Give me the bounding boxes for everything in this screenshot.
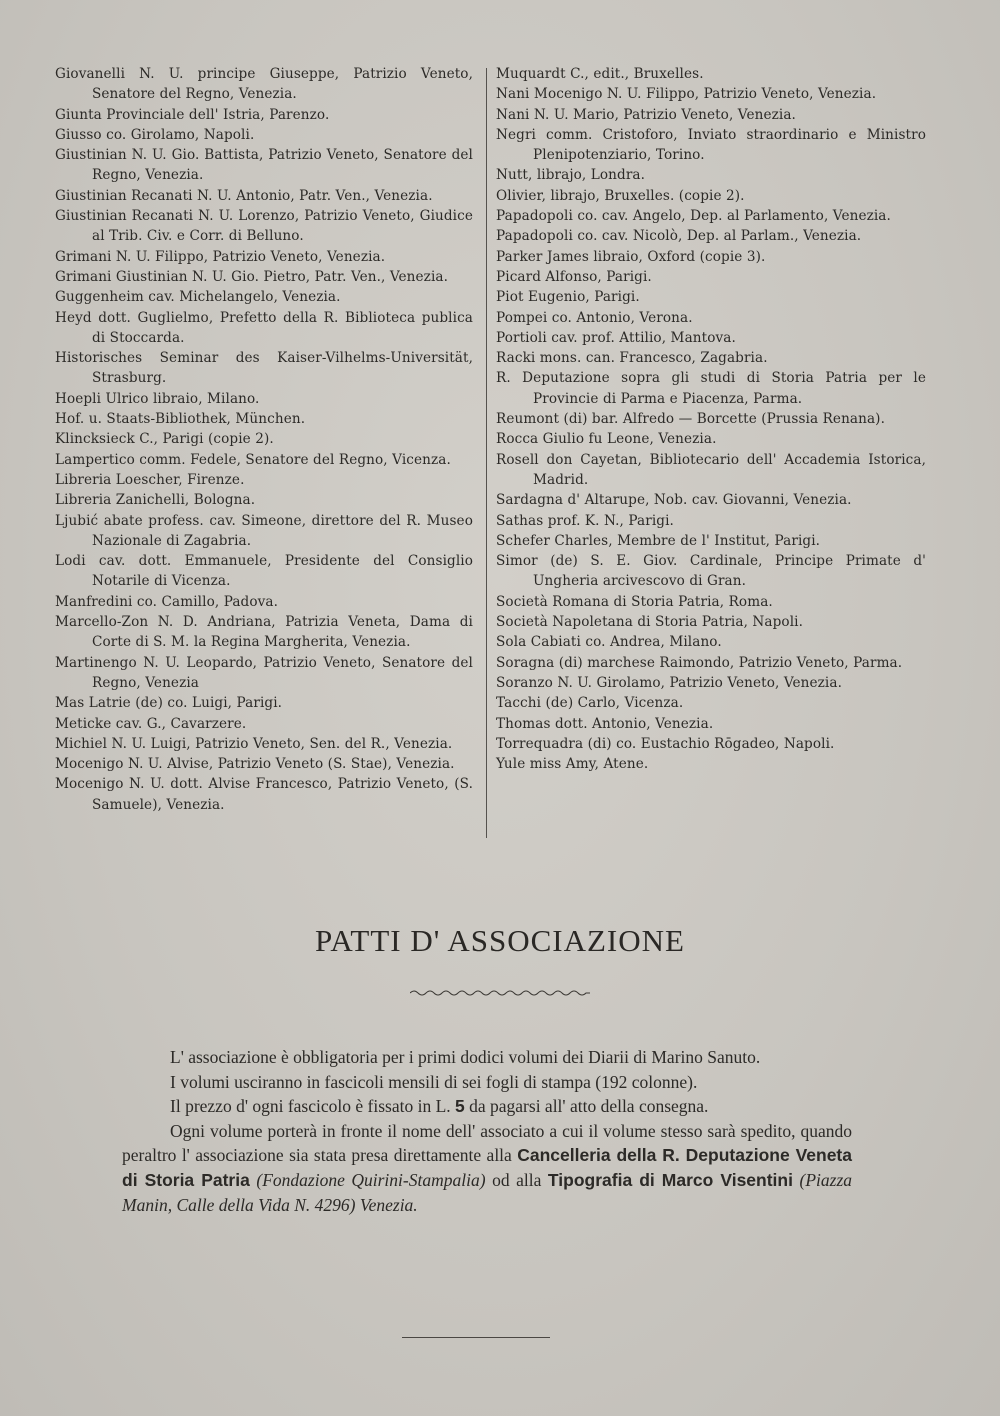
section-heading: PATTI D' ASSOCIAZIONE <box>315 923 685 958</box>
paragraph-issues: I volumi usciranno in fascicoli mensili di sei fogli di stampa (192 colonne). <box>170 1071 698 1092</box>
price-text-before: Il prezzo d' ogni fascicolo è fissato in L. <box>170 1096 456 1117</box>
subscriber-entry: Grimani N. U. Filippo, Patrizio Veneto, Venezia. <box>55 248 386 265</box>
delivery-intro: Ogni volume porterà in fronte il nome dell' associato a cui il volume stesso sarà spedito, quando peraltro l' associazione sia stata presa direttamente alla <box>122 1120 852 1166</box>
subscriber-entry: Marcello-Zon N. D. Andriana, Patrizia Veneta, Dama di Corte di S. M. la Regina Margherita, Venezia. <box>55 614 473 651</box>
subscriber-entry: Giunta Provinciale dell' Istria, Parenzo. <box>55 106 330 123</box>
subscriber-entry: Parker James libraio, Oxford (copie 3). <box>496 248 766 265</box>
ornamental-flourish <box>410 987 590 999</box>
paragraph-obligation: L' associazione è obbligatoria per i primi dodici volumi dei Diarii di Marino Sanuto. <box>170 1047 761 1067</box>
subscriber-entry: Sathas prof. K. N., Parigi. <box>496 512 674 529</box>
subscriber-entry: Sola Cabiati co. Andrea, Milano. <box>496 634 722 651</box>
subscriber-entry: Libreria Loescher, Firenze. <box>55 471 245 488</box>
column-divider <box>486 68 487 838</box>
subscriber-entry: Thomas dott. Antonio, Venezia. <box>496 715 714 732</box>
connector-text: od alla <box>485 1169 548 1190</box>
subscriber-entry: Libreria Zanichelli, Bologna. <box>55 492 256 509</box>
subscriber-entry: Manfredini co. Camillo, Padova. <box>55 593 279 610</box>
price-value: 5 <box>455 1096 465 1117</box>
subscriber-entry: Yule miss Amy, Atene. <box>496 756 649 773</box>
subscriber-entry: Papadopoli co. cav. Angelo, Dep. al Parlamento, Venezia. <box>496 208 891 225</box>
subscriber-entry: Sardagna d' Altarupe, Nob. cav. Giovanni, Venezia. <box>496 492 852 509</box>
subscriber-entry: Rocca Giulio fu Leone, Venezia. <box>496 431 717 448</box>
subscriber-entry: Heyd dott. Guglielmo, Prefetto della R. Biblioteca publica di Stoccarda. <box>55 309 473 346</box>
subscriber-entry: Nani N. U. Mario, Patrizio Veneto, Venezia. <box>496 106 796 123</box>
terms-text <box>122 1045 852 1217</box>
subscriber-entry: Società Romana di Storia Patria, Roma. <box>496 593 773 610</box>
subscriber-entry: Papadopoli co. cav. Nicolò, Dep. al Parlam., Venezia. <box>496 228 862 245</box>
paragraph-price <box>122 1094 852 1119</box>
subscriber-entry: Mocenigo N. U. dott. Alvise Francesco, Patrizio Veneto, (S. Samuele), Venezia. <box>55 776 473 813</box>
subscriber-entry: Klincksieck C., Parigi (copie 2). <box>55 431 274 448</box>
subscriber-entry: Mas Latrie (de) co. Luigi, Parigi. <box>55 695 283 712</box>
subscriber-entry: Hoepli Ulrico libraio, Milano. <box>55 390 260 407</box>
subscriber-entry: Soranzo N. U. Girolamo, Patrizio Veneto, Venezia. <box>496 674 843 691</box>
subscriber-entry: Historisches Seminar des Kaiser-Vilhelms-Universität, Strasburg. <box>55 350 473 387</box>
subscriber-entry: Portioli cav. prof. Attilio, Mantova. <box>496 329 736 346</box>
subscriber-entry: Lodi cav. dott. Emmanuele, Presidente del Consiglio Notarile di Vicenza. <box>55 553 473 590</box>
subscriber-entry: Guggenheim cav. Michelangelo, Venezia. <box>55 289 341 306</box>
subscriber-entry: Nani Mocenigo N. U. Filippo, Patrizio Veneto, Venezia. <box>496 86 877 103</box>
subscriber-entry: Giustinian Recanati N. U. Antonio, Patr. Ven., Venezia. <box>55 187 433 204</box>
subscriber-entry: Simor (de) S. E. Giov. Cardinale, Principe Primate d' Ungheria arcivescovo di Gran. <box>496 553 926 590</box>
subscriber-entry: Ljubić abate profess. cav. Simeone, direttore del R. Museo Nazionale di Zagabria. <box>55 512 473 549</box>
subscriber-list-left <box>55 64 473 815</box>
subscriber-entry: Rosell don Cayetan, Bibliotecario dell' Accademia Istorica, Madrid. <box>496 451 926 488</box>
cancelleria-name: Cancelleria della R. Deputazione Veneta di Storia Patria <box>122 1145 852 1190</box>
bottom-rule <box>402 1337 550 1338</box>
subscriber-entry: Tacchi (de) Carlo, Vicenza. <box>496 695 684 712</box>
paragraph-delivery <box>122 1119 852 1217</box>
subscriber-entry: Michiel N. U. Luigi, Patrizio Veneto, Sen. del R., Venezia. <box>55 735 453 752</box>
tipografia-name: Tipografia di Marco Visentini <box>547 1169 793 1190</box>
subscriber-entry: Soragna (di) marchese Raimondo, Patrizio Veneto, Parma. <box>496 654 903 671</box>
subscriber-entry: Picard Alfonso, Parigi. <box>496 268 652 285</box>
subscriber-entry: Olivier, librajo, Bruxelles. (copie 2). <box>496 187 745 204</box>
subscriber-entry: Hof. u. Staats-Bibliothek, München. <box>55 411 306 428</box>
subscriber-entry: Torrequadra (di) co. Eustachio Rōgadeo, Napoli. <box>496 735 835 752</box>
subscriber-entry: Schefer Charles, Membre de l' Institut, Parigi. <box>496 532 821 549</box>
tipografia-address: (Piazza Manin, Calle della Vida N. 4296) Venezia. <box>122 1169 853 1215</box>
subscriber-entry: Giusso co. Girolamo, Napoli. <box>55 126 255 143</box>
cancelleria-note: (Fondazione Quirini-Stampalia) <box>249 1169 486 1190</box>
price-text-after: da pagarsi all' atto della consegna. <box>464 1096 709 1117</box>
subscriber-entry: Reumont (di) bar. Alfredo — Borcette (Prussia Renana). <box>496 411 886 428</box>
subscriber-entry: Nutt, librajo, Londra. <box>496 167 646 184</box>
subscriber-entry: Giustinian Recanati N. U. Lorenzo, Patrizio Veneto, Giudice al Trib. Civ. e Corr. di Belluno. <box>55 208 473 245</box>
subscriber-entry: Martinengo N. U. Leopardo, Patrizio Veneto, Senatore del Regno, Venezia <box>55 654 473 691</box>
subscriber-entry: Società Napoletana di Storia Patria, Napoli. <box>496 614 804 631</box>
subscriber-list-right <box>496 64 926 774</box>
subscriber-entry: Pompei co. Antonio, Verona. <box>496 309 693 326</box>
subscriber-entry: Giustinian N. U. Gio. Battista, Patrizio Veneto, Senatore del Regno, Venezia. <box>55 147 473 184</box>
subscriber-entry: Piot Eugenio, Parigi. <box>496 289 640 306</box>
subscriber-entry: Negri comm. Cristoforo, Inviato straordinario e Ministro Plenipotenziario, Torino. <box>496 126 926 164</box>
subscriber-entry: Lampertico comm. Fedele, Senatore del Regno, Vicenza. <box>55 451 451 468</box>
subscriber-entry: Meticke cav. G., Cavarzere. <box>55 715 247 732</box>
subscriber-entry: Giovanelli N. U. principe Giuseppe, Patrizio Veneto, Senatore del Regno, Venezia. <box>55 66 473 103</box>
subscriber-entry: Mocenigo N. U. Alvise, Patrizio Veneto (S. Stae), Venezia. <box>55 756 455 773</box>
subscriber-entry: R. Deputazione sopra gli studi di Storia Patria per le Provincie di Parma e Piacenza, Parma. <box>496 370 926 407</box>
subscriber-entry: Racki mons. can. Francesco, Zagabria. <box>496 350 768 367</box>
subscriber-entry: Muquardt C., edit., Bruxelles. <box>496 66 704 82</box>
subscriber-entry: Grimani Giustinian N. U. Gio. Pietro, Patr. Ven., Venezia. <box>55 268 449 285</box>
